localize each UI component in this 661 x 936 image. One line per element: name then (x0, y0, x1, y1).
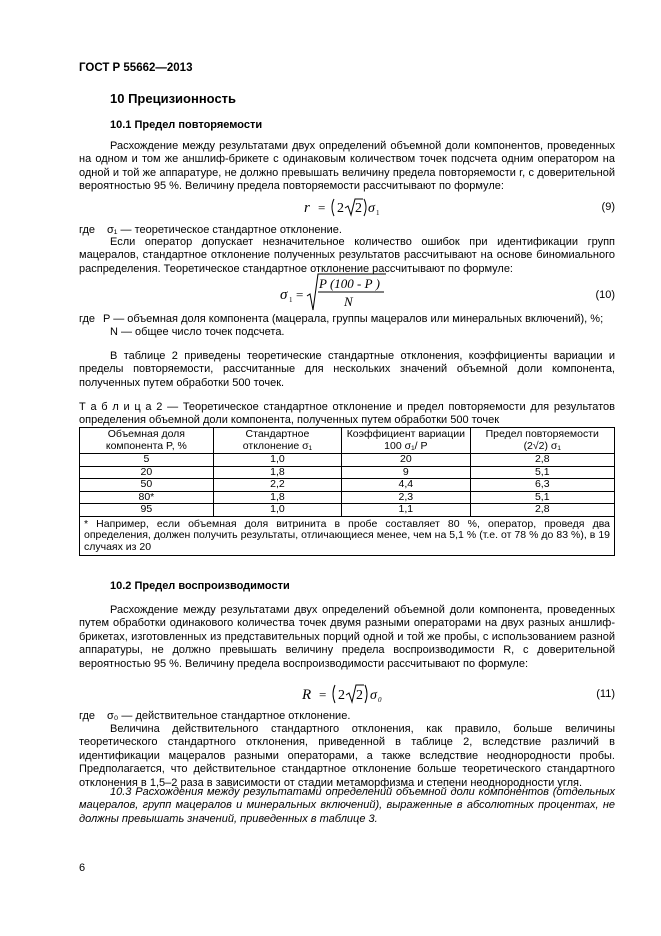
section-title: 10 Прецизионность (110, 91, 237, 106)
formula-sqrt-arg: 2 (356, 688, 363, 703)
formula-sigma: σ (368, 201, 375, 216)
table-cell: 1,1 (342, 504, 470, 517)
left-paren (332, 199, 334, 216)
table-note: * Например, если объемная доля витринита в пробе составляет 80 %, оператор, проведя два определения, должен получить результаты, отличающиеся менее, чем на 5,1 % (т.е. от 78 % до 83 %), в 19 случаях из 20 (80, 516, 615, 556)
formula-lhs: σ (280, 287, 288, 303)
subsection-title-10-1: 10.1 Предел повторяемости (110, 119, 263, 131)
subsection-title-10-2: 10.2 Предел воспроизводимости (110, 580, 290, 592)
table-cell: 1,0 (213, 454, 341, 467)
paragraph: Если оператор допускает незначительное количество ошибок при идентификации групп мацералов, стандартное отклонение полученных результатов рассчитывают на основе биномиального распределения. Теоретическое стандартное отклонение рассчитывают по формуле: (79, 236, 615, 275)
formula-11 (298, 682, 394, 708)
formula-sub: 0 (378, 696, 382, 704)
table-cell: 1,8 (213, 491, 341, 504)
table-cell: 2,3 (342, 491, 470, 504)
formula-eq: = (318, 200, 326, 215)
where-label: где (79, 710, 96, 722)
formula-10 (278, 272, 390, 312)
right-paren (364, 199, 366, 216)
table-row (80, 479, 615, 492)
formula-lhs: r (304, 200, 310, 216)
formula-eq: = (296, 287, 304, 302)
formula-numerator: P (100 - P ) (319, 276, 380, 291)
paragraph: В таблице 2 приведены теоретические стандартные отклонения, коэффициенты вариации и пределы повторяемости, рассчитанные для нескольких значений объемной доли компонента, полученных путем обработки 500 точек. (79, 350, 615, 389)
formula-denominator: N (344, 294, 353, 309)
formula-lhs: R (302, 687, 312, 703)
paragraph: Расхождение между результатами двух определений объемной доли компонентов, проведенных на одном и том же аншлиф-брикете с одинаковым количеством точек подсчета одним оператором на одной и той же аппаратуре, не должно превышать величину предела повторяемости r, с доверительной вероятностью 95 %. Величину предела повторяемости рассчитывают по формуле: (79, 140, 615, 193)
formula-two: 2 (337, 201, 344, 216)
table-cell: 9 (342, 466, 470, 479)
table-cell: 5,1 (470, 466, 614, 479)
paragraph: Величина действительного стандартного отклонения, как правило, больше величины теоретического стандартного отклонения, приведенной в таблице 2, вследствие различий в идентификации мацералов разными операторами, а также вследствие неоднородности пробы. Предполагается, что действительное стандартное отклонение больше теоретического стандартного отклонения в 1,5–2 раза в зависимости от стадии метаморфизма и степени неоднородности угля. (79, 723, 615, 789)
table-header-row (80, 428, 615, 454)
table-caption: Т а б л и ц а 2 — Теоретическое стандартное отклонение и предел повторяемости для результатов определения объемной доли компонента, полученных путем обработки 500 точек (79, 401, 615, 427)
formula-sqrt-arg: 2 (355, 201, 362, 216)
table-header: Коэффициент вариации 100 σ₁/ P (342, 428, 470, 454)
table-note-row (80, 516, 615, 556)
table-row (80, 466, 615, 479)
table-cell: 1,0 (213, 504, 341, 517)
equation-number-11: (11) (596, 688, 615, 700)
table-header: Объемная доля компонента P, % (80, 428, 214, 454)
table-cell: 20 (80, 466, 214, 479)
formula-eq: = (319, 687, 327, 702)
table-cell: 2,2 (213, 479, 341, 492)
table-cell: 5 (80, 454, 214, 467)
where-text: σ₀ — действительное стандартное отклонение. (107, 710, 351, 722)
table-header: Предел повторяемости (2√2) σ₁ (470, 428, 614, 454)
table-row (80, 454, 615, 467)
formula-sigma: σ (370, 688, 377, 703)
right-paren (365, 685, 367, 703)
table-cell: 1,8 (213, 466, 341, 479)
page-number: 6 (79, 862, 86, 874)
where-text: σ₁ — теоретическое стандартное отклонение. (107, 224, 342, 236)
table-header: Стандартное отклонение σ₁ (213, 428, 341, 454)
formula-two: 2 (338, 688, 345, 703)
table-cell: 5,1 (470, 491, 614, 504)
table-cell: 50 (80, 479, 214, 492)
formula-lhs-sub: 1 (289, 296, 293, 304)
equation-number-10: (10) (595, 289, 615, 301)
formula-9 (300, 196, 390, 220)
data-table (79, 427, 615, 556)
table-row (80, 491, 615, 504)
document-header: ГОСТ Р 55662—2013 (79, 62, 193, 74)
table-row (80, 504, 615, 517)
table-cell: 2,8 (470, 454, 614, 467)
table-cell: 2,8 (470, 504, 614, 517)
where-label: где (79, 313, 96, 325)
paragraph: 10.3 Расхождения между результатами определений объемной доли компонентов (отдельных мацералов, групп мацералов и минеральных включений), выраженные в абсолютных процентах, не должны превышать значений, приведенных в таблице 3. (79, 786, 615, 825)
table-cell: 20 (342, 454, 470, 467)
where-label: где (79, 224, 96, 236)
paragraph: Расхождение между результатами двух определений объемной доли компонента, проведенных путем обработки одинакового количества точек двумя разными операторами на двух разных аншлиф-брикетах, изготовленных из представительных порций одной и той же пробы, с использованием разной аппаратуры, не должно превышать величину предела воспроизводимости R, с доверительной вероятностью 95 %. Величину предела воспроизводимости рассчитывают по формуле: (79, 604, 615, 670)
equation-number-9: (9) (601, 201, 615, 213)
where-text: P — объемная доля компонента (мацерала, группы мацералов или минеральных включений), %; (103, 313, 604, 325)
table-cell: 6,3 (470, 479, 614, 492)
where-text: N — общее число точек подсчета. (110, 326, 285, 338)
formula-sub: 1 (376, 209, 380, 217)
left-paren (333, 685, 335, 703)
table-cell: 4,4 (342, 479, 470, 492)
table-cell: 80* (80, 491, 214, 504)
table-cell: 95 (80, 504, 214, 517)
